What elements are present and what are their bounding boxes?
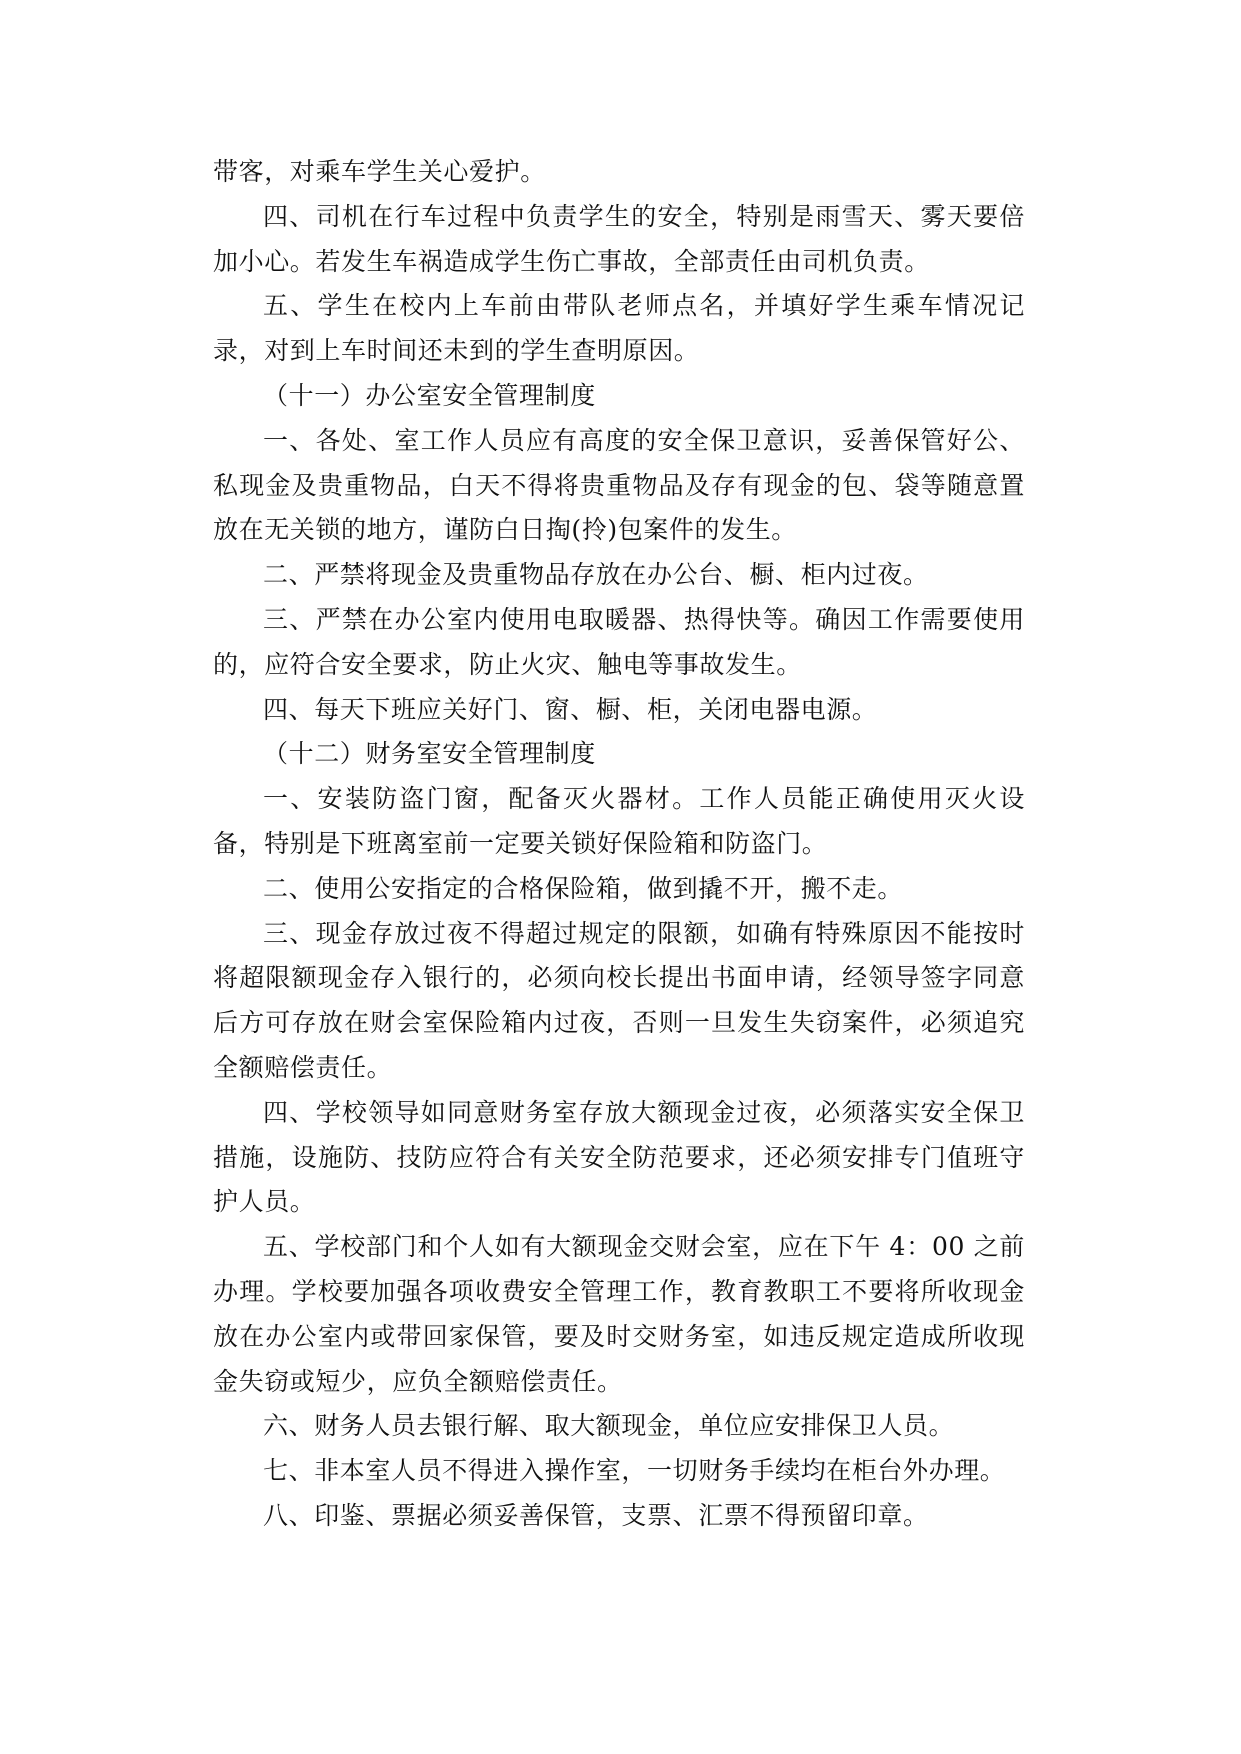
rule-item-roll-call: 五、学生在校内上车前由带队老师点名，并填好学生乘车情况记录，对到上车时间还未到的学生查明原因。 xyxy=(213,291,1025,366)
rule-item-finance-6: 六、财务人员去银行解、取大额现金，单位应安排保卫人员。 xyxy=(263,1411,955,1441)
rule-item-finance-2: 二、使用公安指定的合格保险箱，做到撬不开，搬不走。 xyxy=(263,873,904,903)
rule-item-finance-8: 八、印鉴、票据必须妥善保管，支票、汇票不得预留印章。 xyxy=(263,1500,929,1530)
rule-item-finance-3: 三、现金存放过夜不得超过规定的限额，如确有特殊原因不能按时将超限额现金存入银行的，必须向校长提出书面申请，经领导签字同意后方可存放在财会室保险箱内过夜，否则一旦发生失窃案件，必须追究全额赔偿责任。 xyxy=(213,918,1025,1082)
rule-item-office-3: 三、严禁在办公室内使用电取暖器、热得快等。确因工作需要使用的，应符合安全要求，防止火灾、触电等事故发生。 xyxy=(213,604,1025,679)
continuation-paragraph: 带客，对乘车学生关心爱护。 xyxy=(213,157,546,186)
rule-item-office-4: 四、每天下班应关好门、窗、橱、柜，关闭电器电源。 xyxy=(263,694,878,724)
document-body xyxy=(213,150,1025,1539)
rule-item-office-1: 一、各处、室工作人员应有高度的安全保卫意识，妥善保管好公、私现金及贵重物品，白天不得将贵重物品及存有现金的包、袋等随意置放在无关锁的地方，谨防白日掏(拎)包案件的发生。 xyxy=(213,425,1025,545)
section-heading-finance-safety: （十二）财务室安全管理制度 xyxy=(263,739,596,769)
rule-item-driver-safety: 四、司机在行车过程中负责学生的安全，特别是雨雪天、雾天要倍加小心。若发生车祸造成学生伤亡事故，全部责任由司机负责。 xyxy=(213,201,1025,276)
rule-item-finance-4: 四、学校领导如同意财务室存放大额现金过夜，必须落实安全保卫措施，设施防、技防应符合有关安全防范要求，还必须安排专门值班守护人员。 xyxy=(213,1097,1025,1217)
section-heading-office-safety: （十一）办公室安全管理制度 xyxy=(263,380,596,410)
rule-item-finance-5: 五、学校部门和个人如有大额现金交财会室，应在下午 4：00 之前办理。学校要加强各项收费安全管理工作，教育教职工不要将所收现金放在办公室内或带回家保管，要及时交财务室，如违反规定造成所收现金失窃或短少，应负全额赔偿责任。 xyxy=(213,1232,1025,1396)
rule-item-finance-7: 七、非本室人员不得进入操作室，一切财务手续均在柜台外办理。 xyxy=(263,1456,1006,1486)
rule-item-office-2: 二、严禁将现金及贵重物品存放在办公台、橱、柜内过夜。 xyxy=(263,560,929,590)
rule-item-finance-1: 一、安装防盗门窗，配备灭火器材。工作人员能正确使用灭火设备，特别是下班离室前一定要关锁好保险箱和防盗门。 xyxy=(213,784,1025,858)
